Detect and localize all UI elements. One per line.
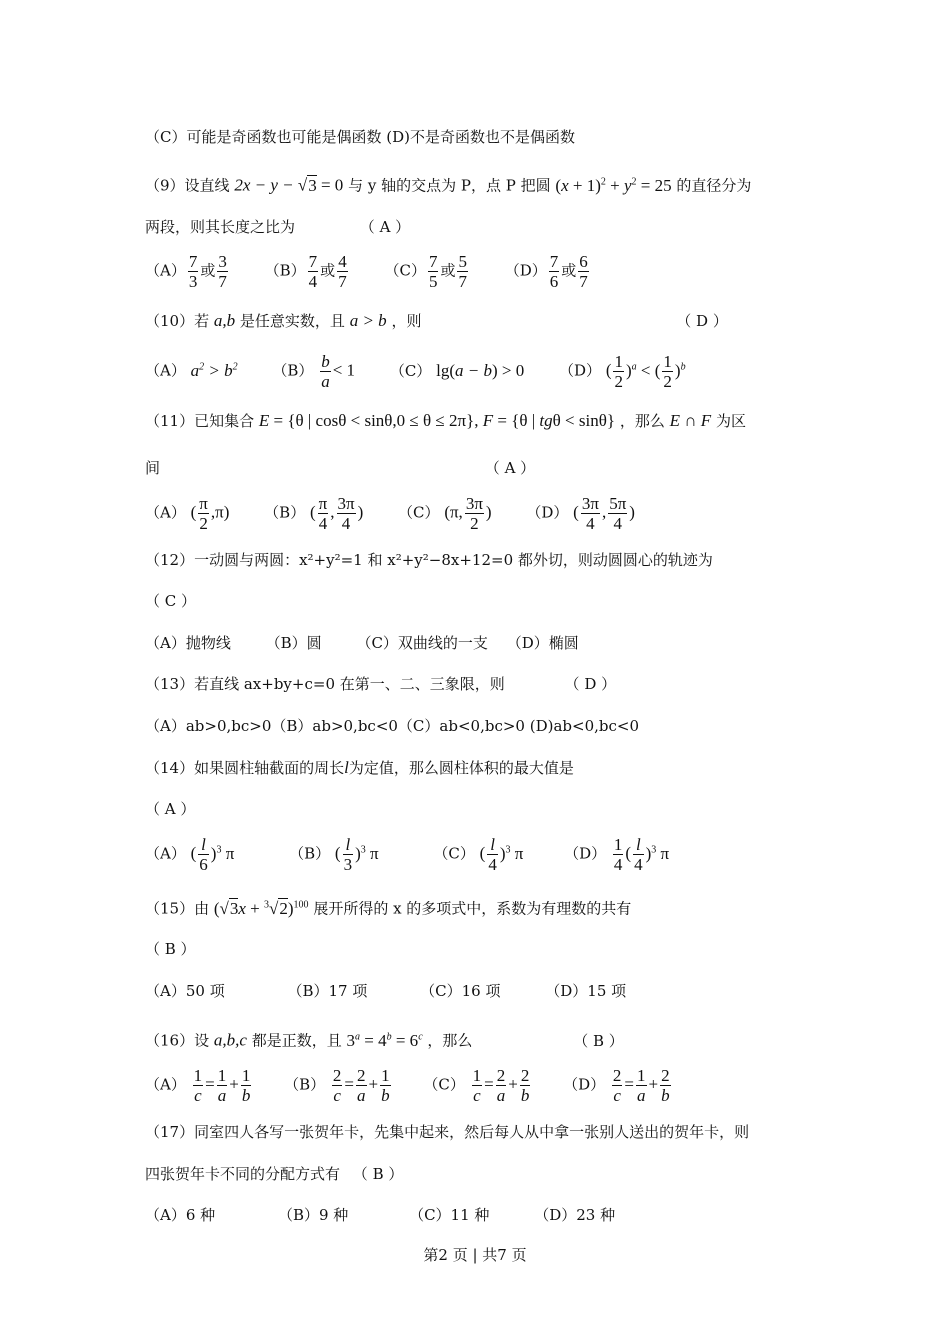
q9-c-frac2-num: 5 bbox=[458, 252, 467, 271]
q16-a-f3-den: b bbox=[241, 1086, 251, 1105]
q15-option-a: （A）50 项 bbox=[145, 982, 225, 1000]
q15-stem bbox=[145, 895, 631, 919]
q17-stem-line1: （17）同室四人各写一张贺年卡，先集中起来，然后每人从中拿一张别人送出的贺年卡，则 bbox=[145, 1123, 750, 1141]
q16-option-b bbox=[284, 1066, 393, 1105]
q10-option-d-label: （D） bbox=[559, 361, 602, 380]
q15-answer: （ B ） bbox=[145, 940, 196, 958]
q17-option-a: （A）6 种 bbox=[145, 1206, 216, 1224]
q16-option-d-label: （D） bbox=[563, 1075, 606, 1094]
q10-option-c bbox=[390, 361, 524, 381]
q10-option-d-frac1-num: 1 bbox=[614, 352, 623, 371]
q11-d-frac2 bbox=[608, 494, 627, 533]
q14-suffix: 为定值，那么圆柱体积的最大值是 bbox=[348, 759, 574, 777]
q9-d-frac2 bbox=[578, 252, 589, 291]
q16-option-a-label: （A） bbox=[145, 1075, 186, 1094]
q10-option-d bbox=[559, 352, 686, 391]
q13-answer: （ D ） bbox=[564, 675, 617, 693]
q11-option-a bbox=[145, 494, 229, 533]
q17-stem-line2 bbox=[145, 1164, 403, 1184]
q9-option-b bbox=[265, 252, 350, 291]
q11-b-den2: 4 bbox=[341, 514, 351, 533]
q17-line2: 四张贺年卡不同的分配方式有 bbox=[145, 1165, 341, 1183]
q16-b-f1 bbox=[332, 1066, 343, 1105]
q14-a-frac bbox=[198, 835, 209, 874]
q9-stem-line2 bbox=[145, 217, 410, 237]
q16-b-f1-den: c bbox=[333, 1086, 341, 1105]
q16-suffix: ，那么 bbox=[427, 1031, 473, 1050]
q16-c-f2-den: a bbox=[496, 1086, 506, 1105]
q9-c-frac1 bbox=[428, 252, 439, 291]
q16-b-f3-den: b bbox=[381, 1086, 390, 1105]
q16-vars: a,b,c bbox=[213, 1030, 247, 1050]
q11-suffix: 为区 bbox=[715, 412, 746, 430]
q14-c-den: 4 bbox=[488, 855, 497, 874]
q16-option-c-label: （C） bbox=[423, 1075, 465, 1094]
q10-mid1: 是任意实数，且 bbox=[239, 312, 345, 330]
q11-option-c bbox=[398, 494, 492, 533]
q16-d-f3-num: 2 bbox=[661, 1066, 670, 1085]
q9-d-frac1 bbox=[549, 252, 560, 291]
page-footer: 第2 页 | 共7 页 bbox=[423, 1246, 527, 1264]
q16-a-f1-num: 1 bbox=[193, 1066, 203, 1085]
q14-answer: （ A ） bbox=[145, 800, 196, 818]
q16-b-f3-num: 1 bbox=[381, 1066, 390, 1085]
q11-d-rp: ) bbox=[629, 502, 635, 522]
q16-d-f2-den: a bbox=[637, 1086, 646, 1105]
q17-option-c: （C）11 种 bbox=[409, 1206, 490, 1224]
q9-b-frac1-den: 4 bbox=[308, 272, 318, 291]
q16-a-f2-den: a bbox=[217, 1086, 227, 1105]
q14-d-den1: 4 bbox=[613, 855, 623, 874]
q9-c-frac1-den: 5 bbox=[428, 272, 438, 291]
q14-d-rp: )$^3$ π bbox=[645, 843, 670, 863]
q10-option-a-expr: $a^2 > b^2$ bbox=[190, 360, 238, 380]
q10-options bbox=[145, 352, 716, 391]
q17-option-d: （D）23 种 bbox=[534, 1206, 616, 1224]
q14-b-frac bbox=[343, 835, 354, 874]
q17-options bbox=[145, 1205, 645, 1225]
q16-d-plus: + bbox=[648, 1074, 659, 1094]
q16-stem bbox=[145, 1027, 624, 1051]
q9-circle-eq: $(x + 1)^2 + y^2 = 25$ bbox=[555, 175, 672, 195]
q16-b-f2 bbox=[356, 1066, 367, 1105]
q9-option-c bbox=[384, 252, 470, 291]
q9-a-frac2-num: 3 bbox=[218, 252, 227, 271]
q11-b-num2: 3π bbox=[337, 494, 355, 513]
q9-d-frac2-num: 6 bbox=[579, 252, 588, 271]
q17-option-b: （B）9 种 bbox=[277, 1206, 349, 1224]
q14-prefix: （14）如果圆柱轴截面的周长 bbox=[145, 759, 345, 777]
q16-b-f2-num: 2 bbox=[357, 1066, 366, 1085]
q14-option-b-label: （B） bbox=[289, 844, 331, 863]
q14-c-lp: ( bbox=[479, 843, 486, 863]
q9-option-d bbox=[505, 252, 591, 291]
q15-suffix: 展开所得的 x 的多项式中，系数为有理数的共有 bbox=[313, 899, 632, 918]
q16-answer: （ B ） bbox=[573, 1031, 624, 1050]
q9-mid2: 的直径分为 bbox=[676, 176, 752, 195]
q16-c-f1-den: c bbox=[473, 1086, 481, 1105]
q11-c-frac bbox=[465, 494, 484, 533]
q14-option-b bbox=[289, 835, 379, 874]
q14-c-num: l bbox=[487, 835, 498, 855]
q9-options bbox=[145, 252, 621, 291]
q14-d-frac2 bbox=[633, 835, 644, 874]
q11-d-lp: ( bbox=[573, 502, 579, 522]
q11-option-c-label: （C） bbox=[398, 503, 440, 522]
q14-c-rp: )$^3$ π bbox=[499, 843, 524, 863]
q11-c-rp: ) bbox=[485, 502, 492, 522]
q9-b-frac2-num: 4 bbox=[338, 252, 347, 271]
q10-option-c-label: （C） bbox=[389, 361, 432, 380]
q9-a-frac1-den: 3 bbox=[188, 272, 198, 291]
q15-option-b: （B）17 项 bbox=[287, 982, 368, 1000]
q14-a-den: 6 bbox=[199, 855, 208, 874]
q16-option-c bbox=[423, 1066, 532, 1105]
q16-option-d bbox=[563, 1066, 673, 1105]
q9-option-b-label: （B） bbox=[264, 261, 306, 280]
q11-c-num: 3π bbox=[465, 494, 483, 513]
q10-option-b-rhs: < 1 bbox=[332, 360, 356, 380]
q14-option-c-label: （C） bbox=[433, 844, 475, 863]
q16-option-b-label: （B） bbox=[284, 1075, 326, 1094]
q9-option-c-label: （C） bbox=[384, 261, 426, 280]
q14-options bbox=[145, 835, 699, 874]
q10-option-b-label: （B） bbox=[272, 361, 314, 380]
q9-option-a-label: （A） bbox=[145, 261, 186, 280]
q9-a-frac1-num: 7 bbox=[188, 252, 198, 271]
q11-set-expr: E = {θ | cosθ < sinθ,0 ≤ θ ≤ 2π}, F = {θ | tgθ < sinθ} bbox=[258, 411, 616, 430]
q9-c-frac1-num: 7 bbox=[428, 252, 438, 271]
q11-option-d bbox=[526, 494, 635, 533]
q16-cond: $3^a = 4^b = 6^c$ bbox=[346, 1030, 423, 1050]
q16-d-f1-den: c bbox=[613, 1086, 621, 1105]
q12-answer: （ C ） bbox=[145, 592, 197, 610]
q9-c-frac2 bbox=[457, 252, 468, 291]
q16-a-f3 bbox=[241, 1066, 252, 1105]
q12-option-c: （C）双曲线的一支 bbox=[356, 634, 488, 652]
q13-options: （A）ab>0,bc>0（B）ab>0,bc<0（C）ab<0,bc>0 (D)ab<0,bc<0 bbox=[145, 717, 639, 735]
q12-options bbox=[145, 633, 609, 653]
q10-option-a bbox=[145, 357, 238, 381]
q11-b-num1: π bbox=[318, 494, 328, 513]
q16-a-f3-num: 1 bbox=[241, 1066, 251, 1085]
q9-answer: （ A ） bbox=[359, 218, 411, 236]
q9-d-frac1-num: 7 bbox=[549, 252, 559, 271]
q11-d-num1: 3π bbox=[581, 494, 599, 513]
q9-b-frac1 bbox=[308, 252, 319, 291]
q14-var-l: l bbox=[344, 758, 349, 777]
q10-option-b bbox=[272, 352, 355, 391]
q9-line-eq: 2x − y − √3 = 0 bbox=[234, 175, 344, 195]
q9-b-or: 或 bbox=[320, 261, 336, 280]
q9-a-frac2-den: 7 bbox=[218, 272, 227, 291]
q10-option-d-frac2-num: 1 bbox=[663, 352, 672, 371]
q10-vars: a,b bbox=[213, 311, 236, 330]
q11-prefix: （11）已知集合 bbox=[145, 412, 255, 430]
q10-option-d-frac1-den: 2 bbox=[614, 372, 623, 391]
q12-option-a: （A）抛物线 bbox=[145, 634, 231, 652]
q15-option-c: （C）16 项 bbox=[420, 982, 501, 1000]
q11-d-den2: 4 bbox=[613, 514, 622, 533]
q9-stem bbox=[145, 172, 751, 196]
q11-options bbox=[145, 494, 665, 533]
q11-d-den1: 4 bbox=[586, 514, 595, 533]
q11-mid: ，那么 bbox=[619, 412, 665, 430]
q16-c-f1-num: 1 bbox=[472, 1066, 482, 1085]
q16-c-f1 bbox=[472, 1066, 483, 1105]
q9-b-frac2 bbox=[337, 252, 348, 291]
q9-line2: 两段，则其长度之比为 bbox=[145, 218, 296, 236]
q16-a-plus: + bbox=[229, 1074, 239, 1094]
q16-d-f3 bbox=[660, 1066, 671, 1105]
q14-b-num: l bbox=[343, 835, 354, 855]
q11-d-num2: 5π bbox=[609, 494, 627, 513]
q14-option-c bbox=[433, 835, 523, 874]
q15-options bbox=[145, 981, 656, 1001]
q16-c-f2 bbox=[496, 1066, 507, 1105]
q16-d-f2 bbox=[636, 1066, 647, 1105]
q14-b-lp: ( bbox=[334, 843, 341, 863]
q10-option-d-frac2 bbox=[662, 352, 673, 391]
q16-options bbox=[145, 1066, 703, 1105]
q15-expr: $(√3x + ^3√2)^{100}$ bbox=[213, 898, 309, 918]
q16-d-eq: = bbox=[624, 1074, 635, 1094]
q11-a-rp: ,π) bbox=[210, 502, 230, 522]
q14-a-rp: )$^3$ π bbox=[210, 843, 235, 863]
q14-a-lp: ( bbox=[190, 843, 197, 863]
q11-stem bbox=[145, 411, 746, 431]
q16-a-f1-den: c bbox=[194, 1086, 202, 1105]
q10-cond: a > b bbox=[349, 311, 387, 330]
q14-a-num: l bbox=[198, 835, 209, 855]
q14-b-rp: )$^3$ π bbox=[355, 843, 379, 863]
q8-options-cd: （C）可能是奇函数也可能是偶函数 (D)不是奇函数也不是偶函数 bbox=[145, 128, 575, 146]
q10-option-d-frac2-den: 2 bbox=[663, 372, 672, 391]
q11-a-lp: ( bbox=[190, 502, 197, 522]
q14-b-den: 3 bbox=[343, 855, 353, 874]
q10-option-d-lparen: ( bbox=[605, 360, 612, 380]
q9-a-or: 或 bbox=[200, 261, 216, 280]
q15-prefix: （15）由 bbox=[145, 899, 210, 918]
q9-a-frac1 bbox=[188, 252, 199, 291]
q11-b-den1: 4 bbox=[318, 514, 328, 533]
q14-c-frac bbox=[487, 835, 498, 874]
q10-option-b-frac bbox=[320, 352, 331, 391]
q16-c-f3-num: 2 bbox=[520, 1066, 530, 1085]
q16-a-eq: = bbox=[205, 1074, 215, 1094]
q11-option-a-label: （A） bbox=[145, 503, 186, 522]
q10-option-d-frac1 bbox=[613, 352, 624, 391]
q9-a-frac2 bbox=[217, 252, 228, 291]
q11-option-b-label: （B） bbox=[264, 503, 306, 522]
q16-a-f2-num: 1 bbox=[217, 1066, 227, 1085]
q11-stem-line2 bbox=[145, 458, 535, 478]
q16-c-f3-den: b bbox=[520, 1086, 530, 1105]
q14-d-lp: ( bbox=[625, 843, 632, 863]
q9-mid1: 与 y 轴的交点为 P，点 P 把圆 bbox=[348, 176, 551, 195]
q12-option-b: （B）圆 bbox=[265, 634, 322, 652]
q16-prefix: （16）设 bbox=[145, 1031, 210, 1050]
q14-d-num1: 1 bbox=[613, 835, 623, 854]
q9-d-or: 或 bbox=[561, 261, 577, 280]
q16-b-f3 bbox=[380, 1066, 391, 1105]
q15-option-d: （D）15 项 bbox=[545, 982, 627, 1000]
q16-d-f2-num: 1 bbox=[637, 1066, 646, 1085]
q10-option-b-den: a bbox=[321, 372, 330, 391]
q14-option-d-label: （D） bbox=[564, 844, 607, 863]
q12-option-d: （D）椭圆 bbox=[506, 634, 579, 652]
q10-option-a-label: （A） bbox=[145, 361, 186, 380]
q9-d-frac2-den: 7 bbox=[579, 272, 588, 291]
q9-option-a bbox=[145, 252, 230, 291]
q11-a-frac bbox=[198, 494, 209, 533]
q16-c-f2-num: 2 bbox=[496, 1066, 506, 1085]
q16-d-f1 bbox=[612, 1066, 623, 1105]
q11-b-comma: , bbox=[330, 502, 335, 522]
q16-b-f2-den: a bbox=[357, 1086, 366, 1105]
q11-a-num: π bbox=[199, 494, 208, 513]
q11-answer: （ A ） bbox=[484, 459, 536, 477]
q16-b-plus: + bbox=[368, 1074, 379, 1094]
q10-stem bbox=[145, 311, 728, 331]
q11-a-den: 2 bbox=[199, 514, 208, 533]
q11-b-frac1 bbox=[318, 494, 329, 533]
q11-b-rp: ) bbox=[357, 502, 364, 522]
q16-option-a bbox=[145, 1066, 253, 1105]
q16-b-f1-num: 2 bbox=[332, 1066, 342, 1085]
q10-answer: （ D ） bbox=[676, 312, 728, 330]
q11-c-lp: (π, bbox=[444, 502, 463, 522]
q9-option-d-label: （D） bbox=[504, 261, 547, 280]
q10-option-c-expr: lg(a − b) > 0 bbox=[436, 360, 525, 380]
q11-b-frac2 bbox=[337, 494, 356, 533]
q9-prefix: （9）设直线 bbox=[145, 176, 230, 195]
q10-option-b-num: b bbox=[321, 352, 330, 371]
q11-line2: 间 bbox=[145, 459, 161, 477]
q11-intersection: E ∩ F bbox=[669, 411, 712, 430]
q16-c-plus: + bbox=[508, 1074, 518, 1094]
q16-a-f1 bbox=[193, 1066, 204, 1105]
q16-b-eq: = bbox=[344, 1074, 354, 1094]
q16-a-f2 bbox=[217, 1066, 228, 1105]
q16-d-f1-num: 2 bbox=[612, 1066, 622, 1085]
q11-option-b bbox=[264, 494, 363, 533]
q14-stem bbox=[145, 758, 574, 778]
q14-d-den2: 4 bbox=[634, 855, 643, 874]
q16-c-eq: = bbox=[484, 1074, 494, 1094]
q9-b-frac1-num: 7 bbox=[308, 252, 318, 271]
q9-b-frac2-den: 7 bbox=[338, 272, 347, 291]
q14-d-num2: l bbox=[633, 835, 644, 855]
q11-b-lp: ( bbox=[309, 502, 316, 522]
q9-c-frac2-den: 7 bbox=[458, 272, 467, 291]
q16-mid: 都是正数，且 bbox=[251, 1031, 342, 1050]
q14-option-d bbox=[564, 835, 669, 874]
q11-d-frac1 bbox=[581, 494, 600, 533]
q17-answer: （ B ） bbox=[352, 1165, 404, 1183]
q14-d-frac1 bbox=[613, 835, 624, 874]
q16-d-f3-den: b bbox=[661, 1086, 670, 1105]
q11-option-d-label: （D） bbox=[526, 503, 569, 522]
q13-text: （13）若直线 ax+by+c=0 在第一、二、三象限，则 bbox=[145, 675, 505, 693]
q11-d-comma: , bbox=[601, 502, 607, 522]
q10-mid2: ，则 bbox=[391, 312, 422, 330]
q12-stem: （12）一动圆与两圆：x²+y²=1 和 x²+y²−8x+12=0 都外切，则动圆圆心的轨迹为 bbox=[145, 551, 713, 569]
q10-option-d-rparen: )$^b$ bbox=[674, 360, 686, 380]
q10-option-d-mid: )$^a$ < ( bbox=[625, 360, 661, 380]
q9-c-or: 或 bbox=[440, 261, 456, 280]
q16-c-f3 bbox=[520, 1066, 531, 1105]
q11-c-den: 2 bbox=[470, 514, 479, 533]
q14-option-a-label: （A） bbox=[145, 844, 186, 863]
q14-option-a bbox=[145, 835, 234, 874]
q13-stem bbox=[145, 674, 616, 694]
q9-d-frac1-den: 6 bbox=[549, 272, 559, 291]
q10-prefix: （10）若 bbox=[145, 312, 210, 330]
